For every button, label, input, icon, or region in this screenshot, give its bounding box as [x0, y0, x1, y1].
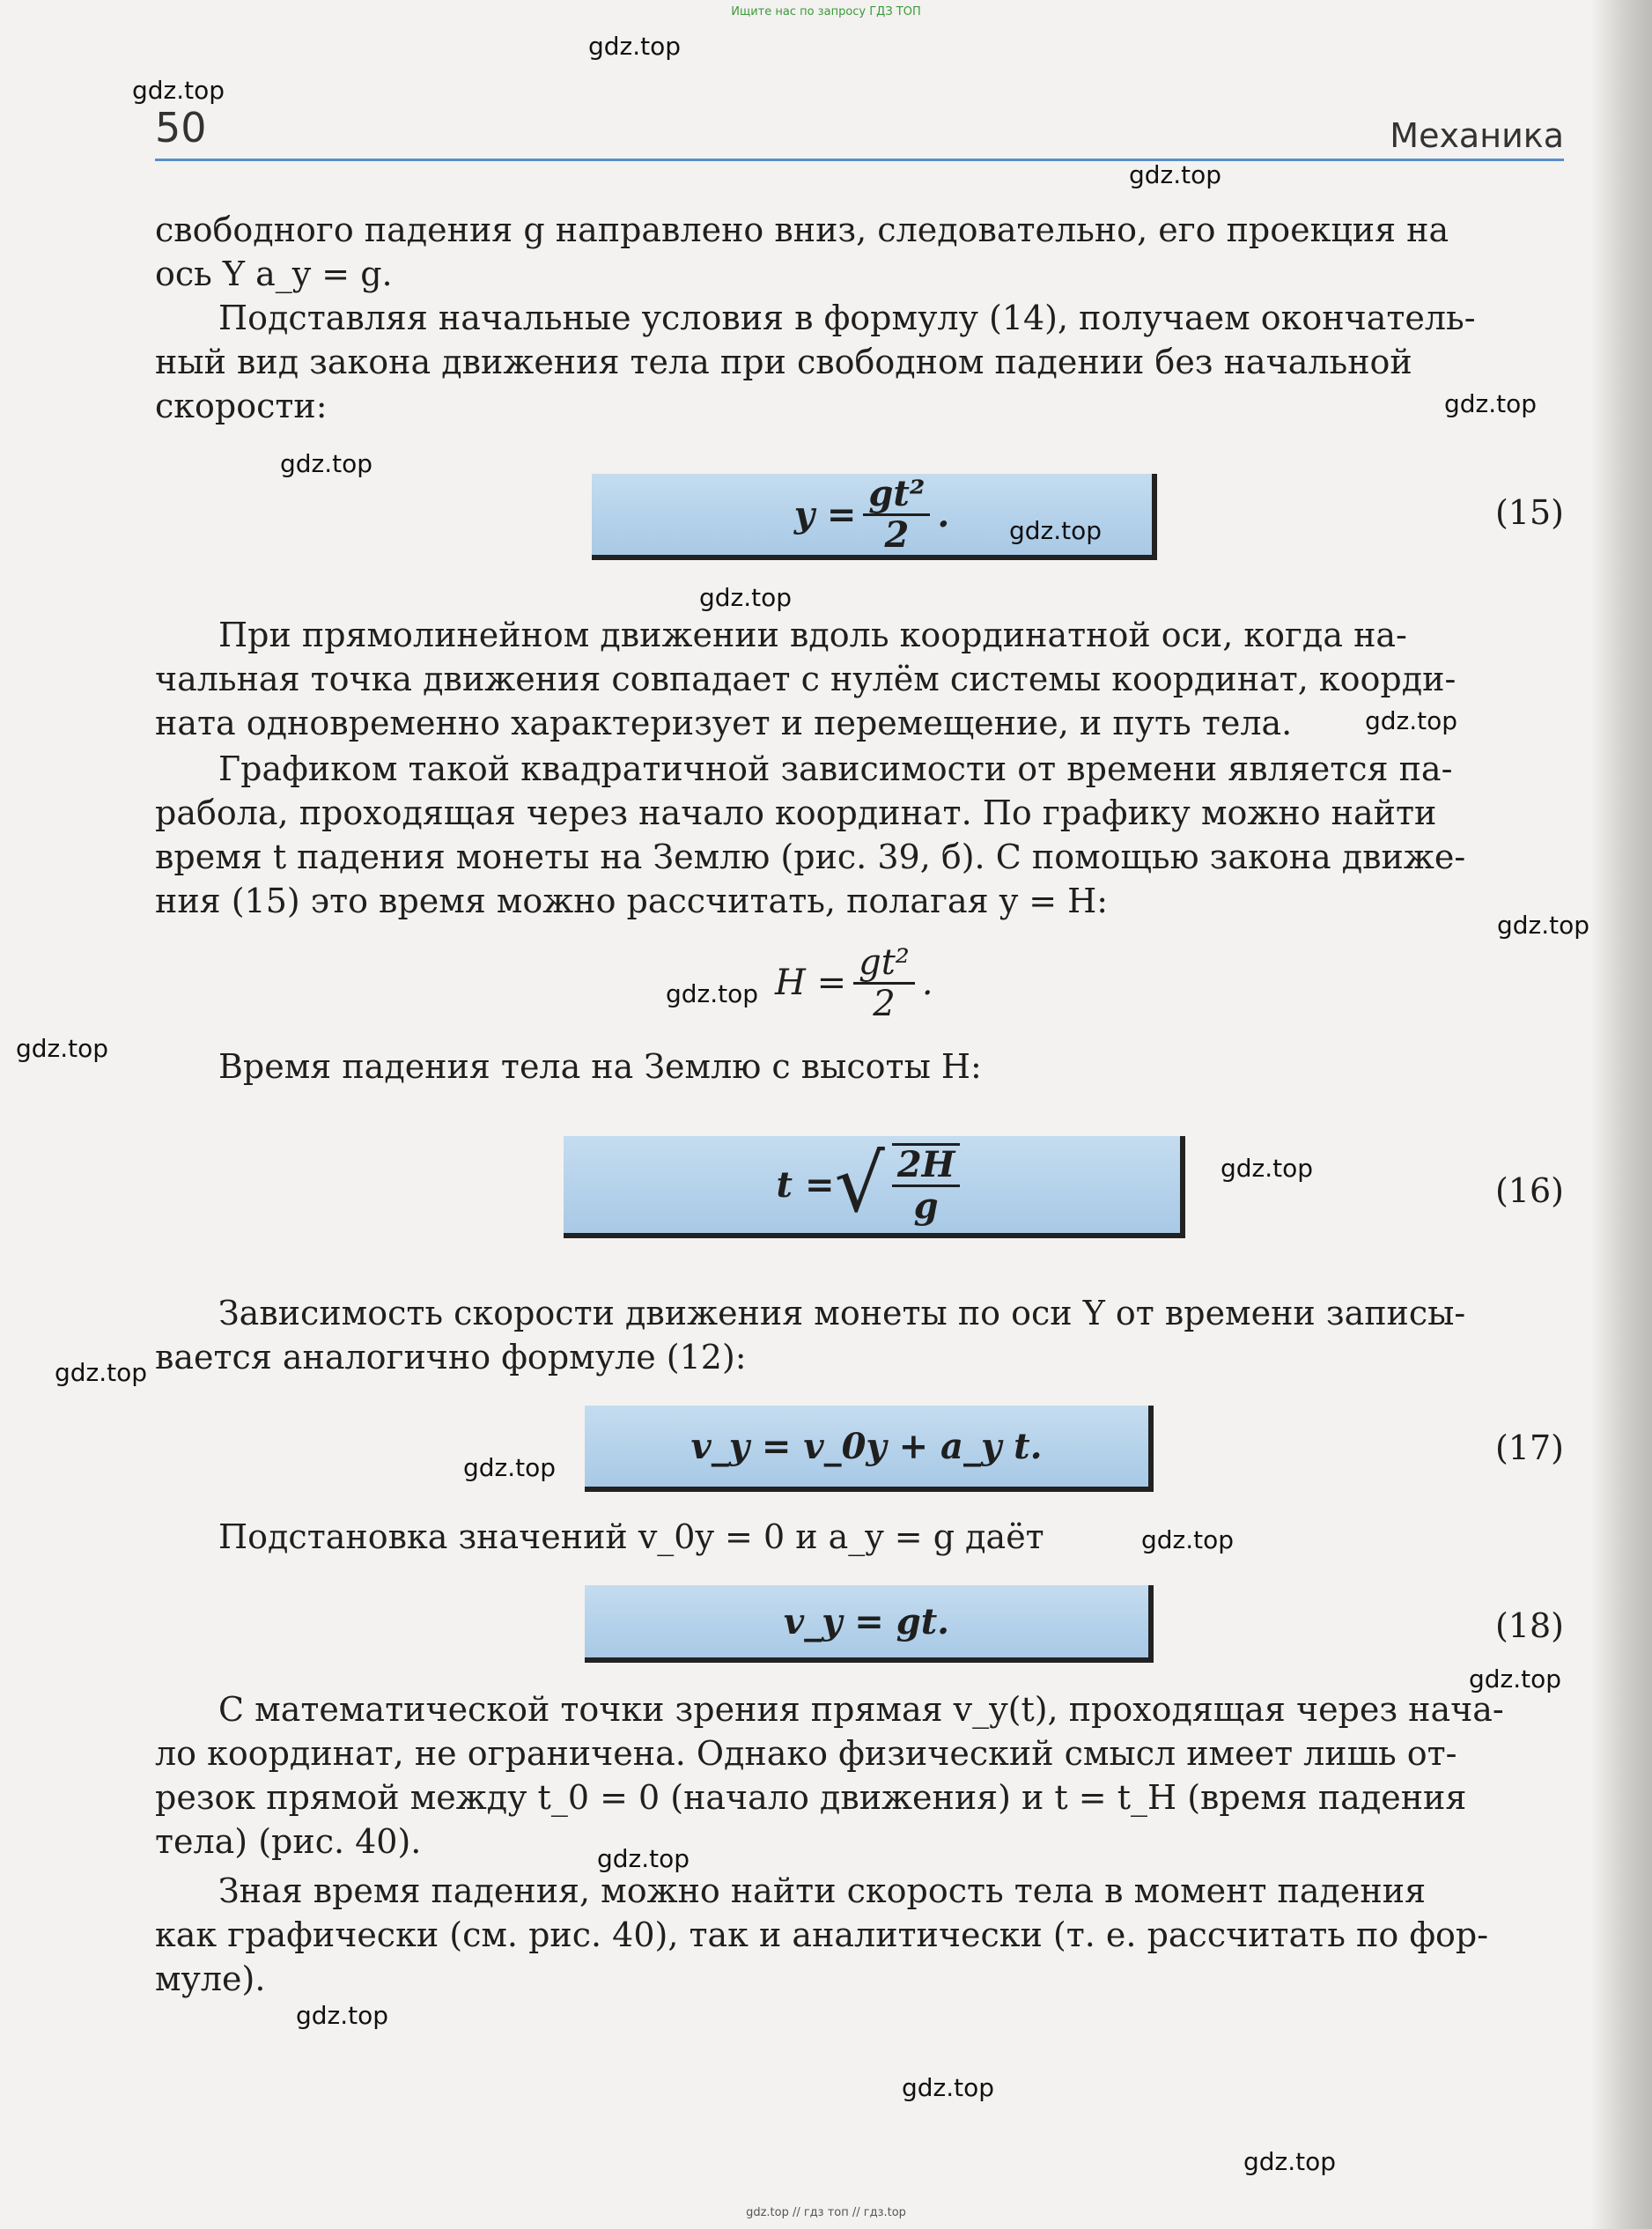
fraction [863, 472, 930, 556]
formula-lhs: y = [793, 493, 857, 535]
text-line: Время падения тела на Землю с высоты H: [218, 1047, 982, 1086]
text-line: Графиком такой квадратичной зависимости от времени является па- [218, 749, 1453, 788]
fraction-denominator: g [913, 1185, 939, 1227]
watermark: gdz.top [1141, 1525, 1235, 1554]
formula-tail: . [921, 963, 933, 1003]
watermark: gdz.top [1243, 2147, 1337, 2176]
paragraph-6 [155, 1291, 1564, 1379]
watermark: gdz.top [280, 449, 373, 478]
page-number: 50 [155, 104, 207, 151]
fraction-denominator: 2 [873, 983, 896, 1024]
text-line: Зная время падения, можно найти скорость тела в момент падения [218, 1871, 1427, 1910]
fraction [853, 943, 915, 1023]
text-line: муле). [155, 1960, 266, 1998]
top-note: Ищите нас по запросу ГДЗ ТОП [731, 5, 921, 18]
text-line: Подставляя начальные условия в формулу (14), получаем окончатель- [218, 299, 1476, 337]
equation-number-15: (15) [1494, 493, 1564, 532]
paragraph-3 [155, 613, 1564, 745]
equation-number-18: (18) [1494, 1606, 1564, 1645]
text-line: время t падения монеты на Землю (рис. 39, б). С помощью закона движе- [155, 838, 1466, 876]
text-line: резок прямой между t_0 = 0 (начало движения) и t = t_H (время падения [155, 1778, 1467, 1817]
radical-sign: √ [834, 1138, 885, 1230]
text-line: ло координат, не ограничена. Однако физический смысл имеет лишь от- [155, 1734, 1457, 1773]
formula-tail: . [937, 493, 950, 535]
text-line: Подстановка значений v_0y = 0 и a_y = g даёт [218, 1517, 1044, 1556]
bottom-note: gdz.top // гдз топ // гдз.top [746, 2206, 906, 2219]
watermark: gdz.top [1469, 1664, 1562, 1694]
equation-number-16: (16) [1494, 1171, 1564, 1210]
watermark: gdz.top [1497, 911, 1590, 940]
formula-16 [564, 1136, 1185, 1238]
text-line: ната одновременно характеризует и перемещение, и путь тела. [155, 704, 1293, 742]
text-line: вается аналогично формуле (12): [155, 1338, 747, 1377]
paragraph-5 [155, 1044, 1564, 1089]
watermark: gdz.top [597, 1844, 690, 1873]
watermark: gdz.top [1221, 1154, 1314, 1183]
watermark: gdz.top [666, 979, 759, 1008]
text-line: рабола, проходящая через начало координат. По графику можно найти [155, 793, 1437, 832]
fraction-denominator: 2 [884, 513, 910, 556]
text-line: чальная точка движения совпадает с нулём системы координат, коорди- [155, 660, 1457, 698]
formula-text: v_y = v_0y + a_y t. [690, 1425, 1043, 1467]
watermark: gdz.top [1365, 706, 1458, 735]
text-line: скорости: [155, 387, 328, 425]
formula-height [775, 939, 933, 1027]
paragraph-1 [155, 208, 1564, 296]
text-line: С математической точки зрения прямая v_y(t), проходящая через нача- [218, 1690, 1504, 1729]
page-binding-shadow [1590, 0, 1652, 2229]
watermark: gdz.top [296, 2001, 389, 2030]
fraction-numerator: 2H [892, 1146, 961, 1187]
watermark: gdz.top [16, 1034, 109, 1063]
text-line: Зависимость скорости движения монеты по оси Y от времени записы- [218, 1294, 1466, 1332]
text-line: ный вид закона движения тела при свободном падении без начальной [155, 343, 1412, 381]
equation-number-17: (17) [1494, 1428, 1564, 1467]
formula-lhs: H = [775, 963, 847, 1003]
paragraph-7 [155, 1515, 1564, 1559]
fraction-numerator: gt² [863, 475, 930, 516]
text-line: При прямолинейном движении вдоль координатной оси, когда на- [218, 616, 1407, 654]
text-line: как графически (см. рис. 40), так и аналитически (т. е. рассчитать по фор- [155, 1915, 1489, 1954]
watermark: gdz.top [132, 76, 225, 105]
header-rule [155, 159, 1564, 161]
formula-18 [585, 1585, 1154, 1663]
text-line: тела) (рис. 40). [155, 1822, 422, 1861]
formula-text: v_y = gt. [783, 1600, 950, 1642]
paragraph-2 [155, 296, 1564, 428]
watermark: gdz.top [55, 1358, 148, 1387]
paragraph-9 [155, 1869, 1564, 2001]
fraction-numerator: gt² [853, 943, 915, 985]
square-root [834, 1138, 967, 1230]
watermark: gdz.top [463, 1453, 557, 1482]
formula-lhs: t = [776, 1163, 835, 1206]
watermark: gdz.top [1444, 389, 1538, 418]
section-title: Механика [1390, 116, 1564, 155]
formula-17 [585, 1406, 1154, 1492]
paragraph-4 [155, 747, 1564, 923]
watermark: gdz.top [902, 2073, 995, 2102]
fraction [892, 1143, 961, 1226]
watermark: gdz.top [1129, 160, 1222, 189]
paragraph-8 [155, 1687, 1564, 1864]
text-line: ось Y a_y = g. [155, 255, 393, 293]
watermark: gdz.top [1009, 516, 1103, 545]
text-line: ния (15) это время можно рассчитать, полагая y = H: [155, 882, 1109, 920]
watermark: gdz.top [699, 583, 793, 612]
watermark: gdz.top [588, 32, 682, 61]
text-line: свободного падения g направлено вниз, следовательно, его проекция на [155, 210, 1449, 249]
